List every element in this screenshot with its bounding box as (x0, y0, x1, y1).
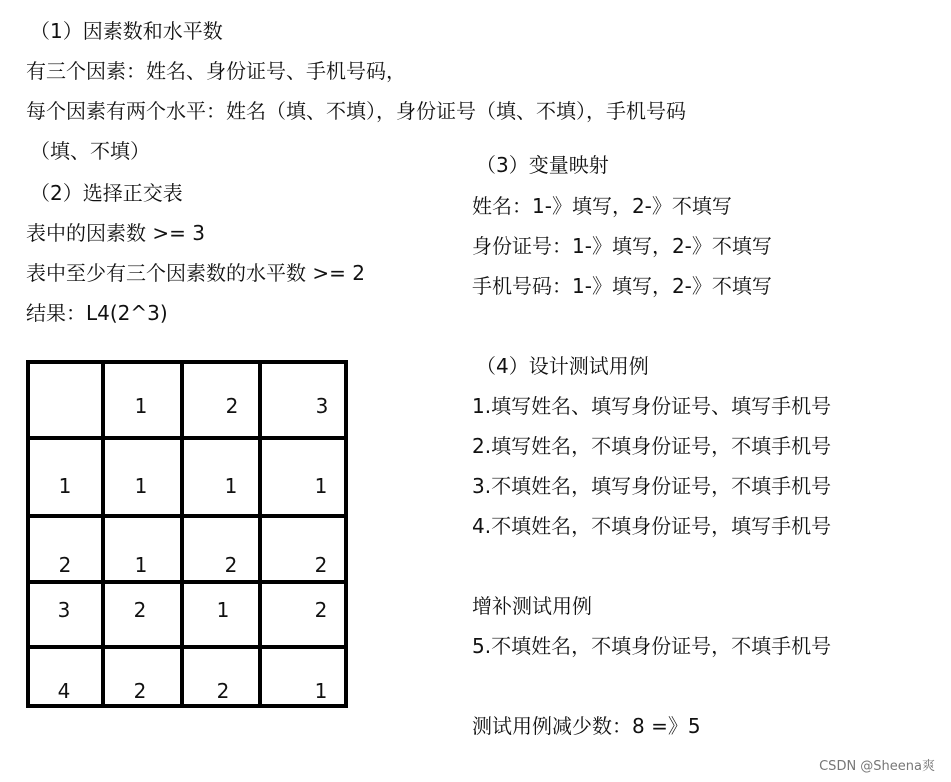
table-rule (26, 580, 348, 584)
table-cell: 1 (314, 474, 328, 498)
section2-result: 结果：L4(2^3) (26, 301, 168, 325)
orthogonal-array-table (26, 360, 348, 708)
table-cell: 2 (133, 598, 147, 622)
section3-line3: 手机号码：1-》填写，2-》不填写 (472, 274, 772, 298)
section2-line1: 表中的因素数 >= 3 (26, 221, 205, 245)
table-rule (26, 704, 348, 708)
table-rule (26, 514, 348, 518)
table-rule (344, 360, 348, 708)
section1-line3: （填、不填） (30, 139, 150, 163)
table-rule (101, 360, 105, 708)
table-cell: 4 (57, 679, 71, 703)
section2-heading: （2）选择正交表 (30, 181, 183, 205)
table-cell: 2 (58, 553, 72, 577)
test-case-2: 2.填写姓名，不填身份证号，不填手机号 (472, 434, 832, 458)
table-cell: 1 (134, 394, 148, 418)
table-cell: 1 (314, 679, 328, 703)
table-cell: 1 (134, 474, 148, 498)
table-rule (180, 360, 184, 708)
supplementary-heading: 增补测试用例 (472, 594, 592, 618)
section3-line1: 姓名：1-》填写，2-》不填写 (472, 194, 732, 218)
table-rule (26, 436, 348, 440)
section1-line1: 有三个因素：姓名、身份证号、手机号码， (26, 59, 406, 83)
section1-line2: 每个因素有两个水平：姓名（填、不填），身份证号（填、不填），手机号码 (26, 99, 686, 123)
table-cell: 1 (216, 598, 230, 622)
table-cell: 3 (57, 598, 71, 622)
table-cell: 1 (134, 553, 148, 577)
test-case-1: 1.填写姓名、填写身份证号、填写手机号 (472, 394, 832, 418)
table-rule (26, 645, 348, 649)
table-cell: 2 (216, 679, 230, 703)
table-cell: 2 (225, 394, 239, 418)
section2-line2: 表中至少有三个因素数的水平数 >= 2 (26, 261, 365, 285)
section3-line2: 身份证号：1-》填写，2-》不填写 (472, 234, 772, 258)
section1-heading: （1）因素数和水平数 (30, 19, 223, 43)
table-cell: 2 (314, 598, 328, 622)
table-cell: 2 (314, 553, 328, 577)
section4-heading: （4）设计测试用例 (476, 354, 649, 378)
table-rule (26, 360, 348, 364)
summary-line: 测试用例减少数：8 =》5 (472, 714, 701, 738)
table-rule (26, 360, 30, 708)
table-cell: 1 (224, 474, 238, 498)
watermark: CSDN @Sheena爽 (819, 759, 935, 774)
table-cell: 2 (133, 679, 147, 703)
test-case-3: 3.不填姓名，填写身份证号，不填手机号 (472, 474, 832, 498)
table-cell: 2 (224, 553, 238, 577)
table-rule (258, 360, 262, 708)
test-case-4: 4.不填姓名，不填身份证号，填写手机号 (472, 514, 832, 538)
table-cell: 1 (58, 474, 72, 498)
section3-heading: （3）变量映射 (476, 153, 609, 177)
test-case-5: 5.不填姓名，不填身份证号，不填手机号 (472, 634, 832, 658)
table-cell: 3 (315, 394, 329, 418)
